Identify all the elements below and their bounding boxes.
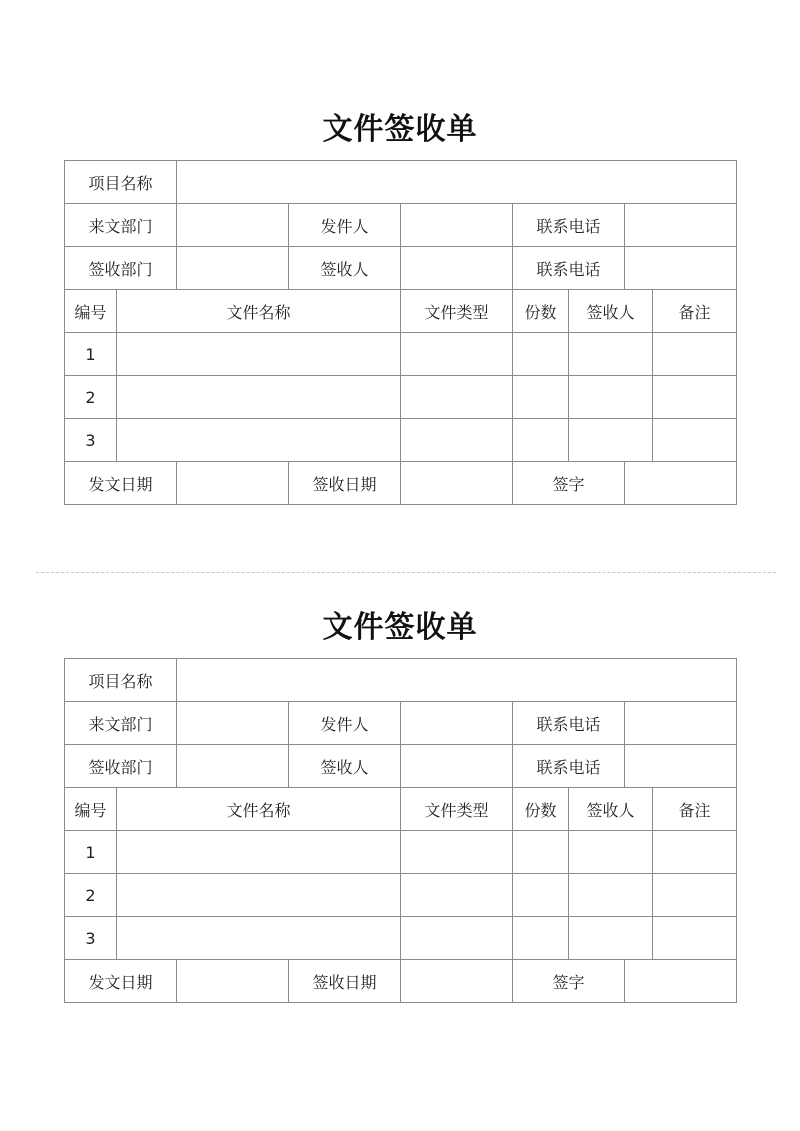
col-header-file-name: 文件名称 — [117, 290, 401, 333]
cut-line-divider — [36, 572, 776, 573]
remarks-cell[interactable] — [653, 376, 737, 419]
remarks-cell[interactable] — [653, 333, 737, 376]
table-row — [65, 376, 737, 419]
receiver-row — [65, 745, 737, 788]
receiver-label: 签收人 — [289, 745, 401, 788]
form-title: 文件签收单 — [322, 112, 478, 147]
sender-phone-field[interactable] — [625, 204, 737, 247]
receipt-form-2 — [64, 606, 736, 1003]
receiver-cell[interactable] — [569, 376, 653, 419]
remarks-cell[interactable] — [653, 874, 737, 917]
row-number: 1 — [65, 831, 117, 874]
receipt-table — [64, 160, 737, 505]
receipt-form-1 — [64, 108, 736, 505]
file-name-cell[interactable] — [117, 874, 401, 917]
send-date-field[interactable] — [177, 960, 289, 1003]
receipt-table — [64, 658, 737, 1003]
project-row — [65, 161, 737, 204]
file-header-row — [65, 290, 737, 333]
send-date-field[interactable] — [177, 462, 289, 505]
project-row — [65, 659, 737, 702]
sender-phone-field[interactable] — [625, 702, 737, 745]
signature-label: 签字 — [513, 462, 625, 505]
col-header-no: 编号 — [65, 290, 117, 333]
receiver-phone-label: 联系电话 — [513, 745, 625, 788]
signature-field[interactable] — [625, 462, 737, 505]
receive-date-field[interactable] — [401, 462, 513, 505]
project-name-label: 项目名称 — [65, 161, 177, 204]
sender-row — [65, 204, 737, 247]
copies-cell[interactable] — [513, 874, 569, 917]
receiving-dept-field[interactable] — [177, 745, 289, 788]
file-name-cell[interactable] — [117, 917, 401, 960]
project-name-field[interactable] — [177, 161, 737, 204]
receiver-field[interactable] — [401, 745, 513, 788]
receiver-phone-label: 联系电话 — [513, 247, 625, 290]
date-row — [65, 462, 737, 505]
copies-cell[interactable] — [513, 831, 569, 874]
table-row — [65, 874, 737, 917]
receiver-cell[interactable] — [569, 917, 653, 960]
file-type-cell[interactable] — [401, 419, 513, 462]
send-date-label: 发文日期 — [65, 960, 177, 1003]
receive-date-field[interactable] — [401, 960, 513, 1003]
row-number: 3 — [65, 419, 117, 462]
receiver-phone-field[interactable] — [625, 745, 737, 788]
send-date-label: 发文日期 — [65, 462, 177, 505]
sender-field[interactable] — [401, 702, 513, 745]
receive-date-label: 签收日期 — [289, 960, 401, 1003]
row-number: 3 — [65, 917, 117, 960]
file-type-cell[interactable] — [401, 874, 513, 917]
receiver-row — [65, 247, 737, 290]
col-header-remarks: 备注 — [653, 788, 737, 831]
sender-label: 发件人 — [289, 204, 401, 247]
receiver-cell[interactable] — [569, 419, 653, 462]
col-header-copies: 份数 — [513, 788, 569, 831]
project-name-label: 项目名称 — [65, 659, 177, 702]
col-header-copies: 份数 — [513, 290, 569, 333]
col-header-file-type: 文件类型 — [401, 290, 513, 333]
row-number: 1 — [65, 333, 117, 376]
file-name-cell[interactable] — [117, 333, 401, 376]
sending-dept-field[interactable] — [177, 702, 289, 745]
sender-label: 发件人 — [289, 702, 401, 745]
signature-field[interactable] — [625, 960, 737, 1003]
receiver-cell[interactable] — [569, 831, 653, 874]
file-type-cell[interactable] — [401, 376, 513, 419]
copies-cell[interactable] — [513, 917, 569, 960]
signature-label: 签字 — [513, 960, 625, 1003]
file-header-row — [65, 788, 737, 831]
file-type-cell[interactable] — [401, 831, 513, 874]
col-header-file-type: 文件类型 — [401, 788, 513, 831]
file-type-cell[interactable] — [401, 917, 513, 960]
table-row — [65, 917, 737, 960]
sending-dept-field[interactable] — [177, 204, 289, 247]
row-number: 2 — [65, 874, 117, 917]
col-header-remarks: 备注 — [653, 290, 737, 333]
copies-cell[interactable] — [513, 419, 569, 462]
sender-row — [65, 702, 737, 745]
col-header-receiver: 签收人 — [569, 788, 653, 831]
copies-cell[interactable] — [513, 333, 569, 376]
sender-phone-label: 联系电话 — [513, 702, 625, 745]
sending-dept-label: 来文部门 — [65, 204, 177, 247]
receiver-cell[interactable] — [569, 333, 653, 376]
form-title: 文件签收单 — [322, 610, 478, 645]
date-row — [65, 960, 737, 1003]
receiver-phone-field[interactable] — [625, 247, 737, 290]
col-header-no: 编号 — [65, 788, 117, 831]
project-name-field[interactable] — [177, 659, 737, 702]
table-row — [65, 419, 737, 462]
file-name-cell[interactable] — [117, 419, 401, 462]
receiving-dept-field[interactable] — [177, 247, 289, 290]
col-header-file-name: 文件名称 — [117, 788, 401, 831]
receiver-label: 签收人 — [289, 247, 401, 290]
remarks-cell[interactable] — [653, 419, 737, 462]
remarks-cell[interactable] — [653, 917, 737, 960]
table-row — [65, 333, 737, 376]
remarks-cell[interactable] — [653, 831, 737, 874]
row-number: 2 — [65, 376, 117, 419]
table-row — [65, 831, 737, 874]
receive-date-label: 签收日期 — [289, 462, 401, 505]
receiver-cell[interactable] — [569, 874, 653, 917]
file-name-cell[interactable] — [117, 831, 401, 874]
receiving-dept-label: 签收部门 — [65, 745, 177, 788]
file-type-cell[interactable] — [401, 333, 513, 376]
receiving-dept-label: 签收部门 — [65, 247, 177, 290]
sending-dept-label: 来文部门 — [65, 702, 177, 745]
copies-cell[interactable] — [513, 376, 569, 419]
sender-phone-label: 联系电话 — [513, 204, 625, 247]
col-header-receiver: 签收人 — [569, 290, 653, 333]
file-name-cell[interactable] — [117, 376, 401, 419]
sender-field[interactable] — [401, 204, 513, 247]
receiver-field[interactable] — [401, 247, 513, 290]
